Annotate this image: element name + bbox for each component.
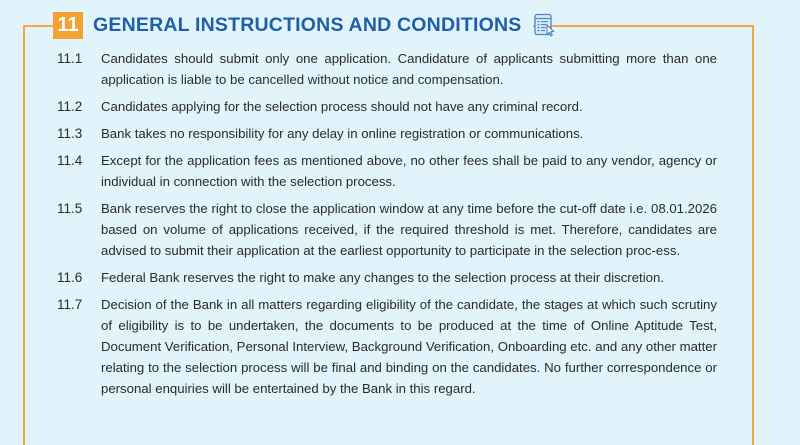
frame-border-top-right — [533, 25, 754, 27]
list-item — [0, 96, 800, 117]
list-item — [0, 294, 800, 399]
item-number: 11.7 — [57, 297, 83, 312]
list-item — [0, 198, 800, 261]
item-number: 11.3 — [57, 126, 83, 141]
section-title: GENERAL INSTRUCTIONS AND CONDITIONS — [93, 13, 522, 36]
item-number: 11.6 — [57, 270, 83, 285]
item-number: 11.4 — [57, 153, 83, 168]
item-text: Bank takes no responsibility for any delay in online registration or communications. — [101, 126, 584, 141]
list-item — [0, 267, 800, 288]
item-number: 11.5 — [57, 201, 83, 216]
instructions-list — [0, 48, 800, 405]
item-text: Except for the application fees as mentioned above, no other fees shall be paid to any vendor, agency or individual in connection with the selection process. — [101, 153, 717, 189]
list-item — [0, 48, 800, 90]
item-text: Decision of the Bank in all matters regarding eligibility of the candidate, the stages at which such scrutiny of eligibility is to be undertaken, the documents to be produced at the time of Online Aptitude Test, Document Verification, Personal Interview, Background Verification, Onboarding etc. and any other matter relating to the selection process will be final and binding on the candidates. No further correspondence or personal enquiries will be entertained by the Bank in this regard. — [101, 297, 717, 396]
list-item — [0, 123, 800, 144]
list-item — [0, 150, 800, 192]
item-text: Candidates applying for the selection process should not have any criminal record. — [101, 99, 583, 114]
item-text: Candidates should submit only one application. Candidature of applicants submitting more than one application is liable to be cancelled without notice and compensation. — [101, 51, 717, 87]
item-number: 11.2 — [57, 99, 83, 114]
frame-border-top-left — [23, 25, 53, 27]
section-header — [53, 11, 557, 39]
item-number: 11.1 — [57, 51, 83, 66]
section-number-badge: 11 — [53, 12, 83, 39]
item-text: Bank reserves the right to close the application window at any time before the cut-off date i.e. 08.01.2026 based on volume of applications received, if the required threshold is met. Therefore, candidates are advised to submit their application at the earliest opportunity to participate in the selection proc-ess. — [101, 201, 717, 258]
item-text: Federal Bank reserves the right to make any changes to the selection process at their discretion. — [101, 270, 664, 285]
document-list-cursor-icon — [533, 13, 557, 37]
